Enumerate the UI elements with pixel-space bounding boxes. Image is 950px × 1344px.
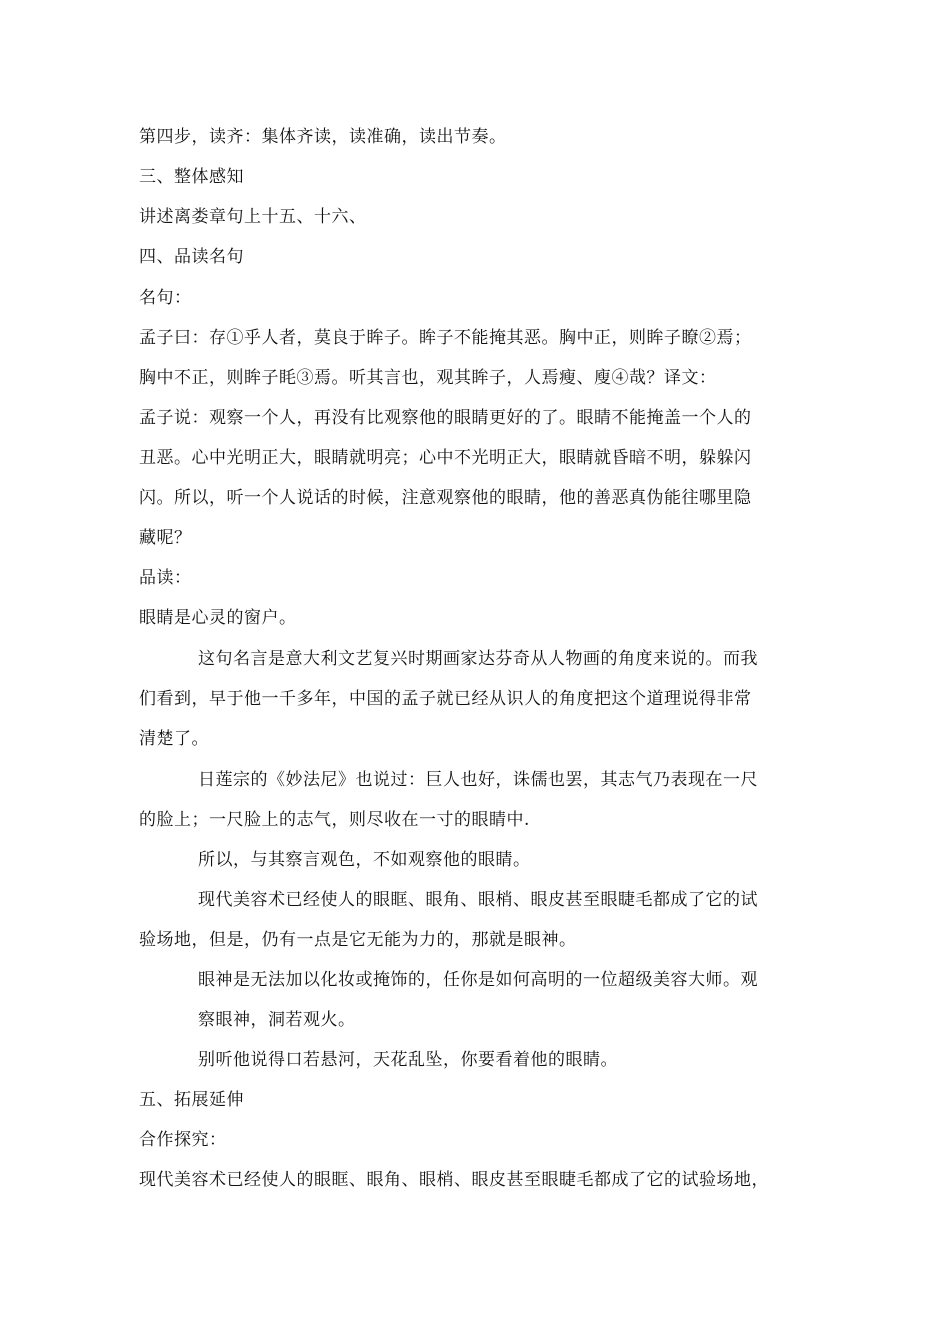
text-line: 别听他说得口若悬河，天花乱坠，你要看着他的眼睛。 xyxy=(198,1050,618,1070)
text-line: 合作探究： xyxy=(139,1130,227,1150)
text-line: 孟子说：观察一个人，再没有比观察他的眼睛更好的了。眼睛不能掩盖一个人的 xyxy=(139,408,752,428)
text-line: 闪。所以，听一个人说话的时候，注意观察他的眼睛，他的善恶真伪能往哪里隐 xyxy=(139,488,752,508)
text-line: 第四步，读齐：集体齐读，读准确，读出节奏。 xyxy=(139,127,507,147)
text-line: 胸中不正，则眸子眊③焉。听其言也，观其眸子，人焉瘦、廋④哉？译文： xyxy=(139,368,717,388)
text-line: 现代美容术已经使人的眼眶、眼角、眼梢、眼皮甚至眼睫毛都成了它的试验场地， xyxy=(139,1170,769,1190)
text-line: 孟子曰：存①乎人者，莫良于眸子。眸子不能掩其恶。胸中正，则眸子瞭②焉； xyxy=(139,328,752,348)
text-line: 品读： xyxy=(139,568,192,588)
text-line: 所以，与其察言观色，不如观察他的眼睛。 xyxy=(198,850,531,870)
text-line: 藏呢？ xyxy=(139,528,192,548)
text-line: 的脸上；一尺脸上的志气，则尽收在一寸的眼睛中. xyxy=(139,810,530,830)
text-line: 这句名言是意大利文艺复兴时期画家达芬奇从人物画的角度来说的。而我 xyxy=(198,649,758,669)
text-line: 验场地，但是，仍有一点是它无能为力的，那就是眼神。 xyxy=(139,930,577,950)
text-line: 眼睛是心灵的窗户。 xyxy=(139,608,297,628)
text-line: 现代美容术已经使人的眼眶、眼角、眼梢、眼皮甚至眼睫毛都成了它的试 xyxy=(198,890,758,910)
text-line: 清楚了。 xyxy=(139,729,209,749)
section-heading: 四、品读名句 xyxy=(139,247,244,267)
text-line: 眼神是无法加以化妆或掩饰的，任你是如何高明的一位超级美容大师。观 xyxy=(198,970,758,990)
text-line: 们看到，早于他一千多年，中国的孟子就已经从识人的角度把这个道理说得非常 xyxy=(139,689,752,709)
text-line: 丑恶。心中光明正大，眼睛就明亮；心中不光明正大，眼睛就昏暗不明，躲躲闪 xyxy=(139,448,752,468)
section-heading: 三、整体感知 xyxy=(139,167,244,187)
text-line: 日莲宗的《妙法尼》也说过：巨人也好，诛儒也罢，其志气乃表现在一尺 xyxy=(198,770,758,790)
text-line: 名句： xyxy=(139,288,192,308)
text-line: 察眼神，洞若观火。 xyxy=(198,1010,356,1030)
text-line: 讲述离娄章句上十五、十六、 xyxy=(139,207,367,227)
section-heading: 五、拓展延伸 xyxy=(139,1090,244,1110)
